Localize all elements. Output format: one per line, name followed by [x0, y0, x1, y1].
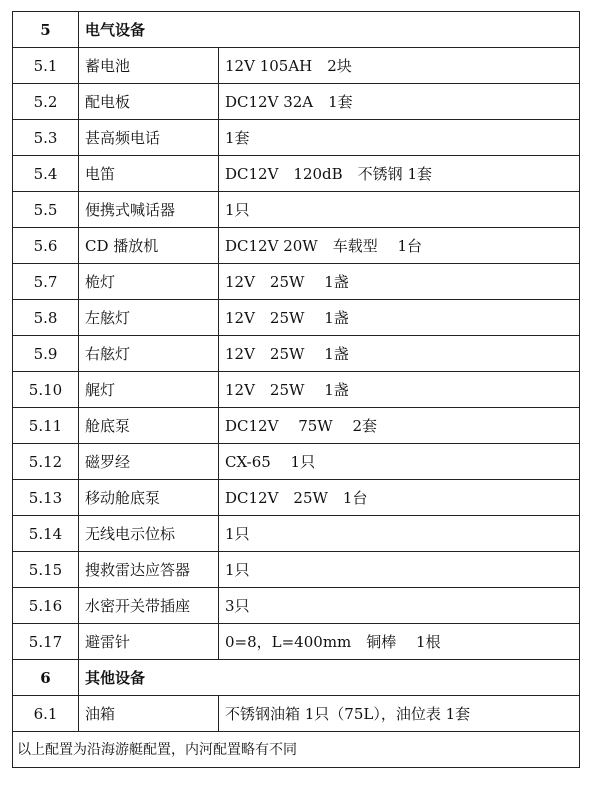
- item-name: 移动舱底泵: [79, 480, 219, 516]
- table-row: [13, 444, 580, 480]
- item-number: 5.2: [13, 84, 79, 120]
- table-body: [13, 12, 580, 768]
- item-name: CD 播放机: [79, 228, 219, 264]
- item-number: 5.4: [13, 156, 79, 192]
- item-name: 配电板: [79, 84, 219, 120]
- table-row: [13, 156, 580, 192]
- item-spec: 12V 25W 1盏: [219, 300, 580, 336]
- item-number: 5.11: [13, 408, 79, 444]
- item-number: 5.1: [13, 48, 79, 84]
- item-number: 5.17: [13, 624, 79, 660]
- item-number: 5.14: [13, 516, 79, 552]
- item-name: 便携式喊话器: [79, 192, 219, 228]
- table-row: [13, 84, 580, 120]
- section-header-row: [13, 660, 580, 696]
- item-spec: 1套: [219, 120, 580, 156]
- item-spec: DC12V 25W 1台: [219, 480, 580, 516]
- item-spec: 3只: [219, 588, 580, 624]
- item-name: 无线电示位标: [79, 516, 219, 552]
- item-name: 右舷灯: [79, 336, 219, 372]
- table-row: [13, 588, 580, 624]
- item-number: 5.3: [13, 120, 79, 156]
- section-title: 其他设备: [79, 660, 580, 696]
- item-name: 磁罗经: [79, 444, 219, 480]
- item-spec: DC12V 32A 1套: [219, 84, 580, 120]
- item-spec: 不锈钢油箱 1只（75L），油位表 1套: [219, 696, 580, 732]
- table-row: [13, 480, 580, 516]
- section-title: 电气设备: [79, 12, 580, 48]
- item-spec: DC12V 20W 车载型 1台: [219, 228, 580, 264]
- table-row: [13, 48, 580, 84]
- item-number: 5.16: [13, 588, 79, 624]
- item-spec: DC12V 120dB 不锈钢 1套: [219, 156, 580, 192]
- table-row: [13, 552, 580, 588]
- item-spec: DC12V 75W 2套: [219, 408, 580, 444]
- table-row: [13, 372, 580, 408]
- table-row: [13, 228, 580, 264]
- equipment-spec-table: [12, 11, 580, 768]
- item-name: 舱底泵: [79, 408, 219, 444]
- table-row: [13, 516, 580, 552]
- item-name: 蓄电池: [79, 48, 219, 84]
- table-row: [13, 192, 580, 228]
- item-spec: 12V 25W 1盏: [219, 336, 580, 372]
- table-row: [13, 336, 580, 372]
- item-name: 艉灯: [79, 372, 219, 408]
- item-name: 左舷灯: [79, 300, 219, 336]
- table-row: [13, 624, 580, 660]
- item-number: 5.7: [13, 264, 79, 300]
- item-name: 避雷针: [79, 624, 219, 660]
- footnote: 以上配置为沿海游艇配置，内河配置略有不同: [13, 732, 580, 768]
- table-row: [13, 264, 580, 300]
- item-spec: 12V 25W 1盏: [219, 372, 580, 408]
- item-number: 5.5: [13, 192, 79, 228]
- table-row: [13, 408, 580, 444]
- item-number: 5.13: [13, 480, 79, 516]
- item-spec: 12V 105AH 2块: [219, 48, 580, 84]
- item-number: 5.15: [13, 552, 79, 588]
- item-name: 搜救雷达应答器: [79, 552, 219, 588]
- item-name: 桅灯: [79, 264, 219, 300]
- item-spec: CX-65 1只: [219, 444, 580, 480]
- table-row: [13, 300, 580, 336]
- table-row: [13, 696, 580, 732]
- item-number: 5.8: [13, 300, 79, 336]
- item-name: 甚高频电话: [79, 120, 219, 156]
- section-number: 5: [13, 12, 79, 48]
- item-spec: 12V 25W 1盏: [219, 264, 580, 300]
- section-number: 6: [13, 660, 79, 696]
- item-spec: 0=8，L=400mm 铜棒 1根: [219, 624, 580, 660]
- item-spec: 1只: [219, 516, 580, 552]
- item-number: 5.10: [13, 372, 79, 408]
- footnote-row: [13, 732, 580, 768]
- item-name: 电笛: [79, 156, 219, 192]
- item-name: 油箱: [79, 696, 219, 732]
- table-row: [13, 120, 580, 156]
- item-spec: 1只: [219, 192, 580, 228]
- item-number: 6.1: [13, 696, 79, 732]
- item-spec: 1只: [219, 552, 580, 588]
- item-number: 5.9: [13, 336, 79, 372]
- item-number: 5.6: [13, 228, 79, 264]
- section-header-row: [13, 12, 580, 48]
- item-name: 水密开关带插座: [79, 588, 219, 624]
- item-number: 5.12: [13, 444, 79, 480]
